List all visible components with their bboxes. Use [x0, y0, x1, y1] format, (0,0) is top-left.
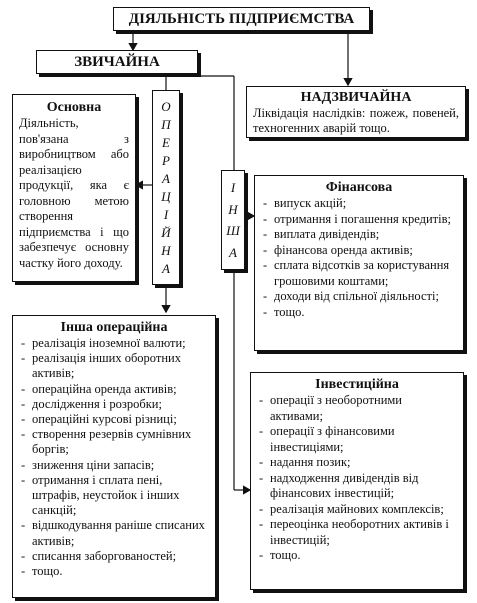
- main-activity-text: Діяльність, пов'язана з виробництвом або реалізацією продукції, яка є головною метою створення підприємства і що забезпечує основну частку його доходу.: [19, 116, 129, 270]
- other-letter: Ш: [226, 223, 240, 239]
- investment-list: [257, 393, 457, 564]
- main-activity-title: Основна: [46, 100, 102, 115]
- investment-box: [250, 372, 464, 590]
- list-item: - випуск акцій;: [261, 196, 457, 212]
- extraordinary-box: [246, 86, 466, 138]
- financial-title: Фінансова: [325, 180, 393, 195]
- list-item: - списання заборгованостей;: [19, 549, 209, 564]
- list-item: - надходження дивідендів від фінансових інвестицій;: [257, 471, 457, 502]
- ordinary-box: [36, 50, 198, 74]
- other-letter: Н: [228, 201, 238, 217]
- list-item: - переоцінка необоротних активів і інвестицій;: [257, 517, 457, 548]
- other-letter: А: [229, 244, 237, 260]
- list-item: - отримання і сплата пені, штрафів, неустойок і інших санкцій;: [19, 473, 209, 519]
- other-operating-title: Інша операційна: [60, 320, 168, 335]
- list-item: - отримання і погашення кредитів;: [261, 212, 457, 228]
- investment-title: Інвестиційна: [315, 377, 399, 392]
- operating-letter: Н: [161, 243, 171, 259]
- list-item: - реалізація майнових комплексів;: [257, 502, 457, 518]
- other-vertical-box: [221, 170, 245, 270]
- operating-letter: Е: [162, 134, 170, 150]
- list-item: - реалізація інших оборотних активів;: [19, 351, 209, 381]
- financial-list: [261, 196, 457, 320]
- operating-letter: Р: [162, 152, 170, 168]
- list-item: - доходи від спільної діяльності;: [261, 289, 457, 305]
- operating-letter: П: [161, 116, 171, 132]
- list-item: - зниження ціни запасів;: [19, 458, 209, 473]
- main-activity-box: [12, 94, 136, 282]
- list-item: - тощо.: [257, 548, 457, 564]
- list-item: - відшкодування раніше списаних активів;: [19, 518, 209, 548]
- main-title-box: [113, 7, 370, 31]
- list-item: - надання позик;: [257, 455, 457, 471]
- operating-letter: Й: [161, 225, 171, 241]
- list-item: - виплата дивідендів;: [261, 227, 457, 243]
- ordinary-label: ЗВИЧАЙНА: [74, 54, 160, 70]
- operating-vertical-box: [152, 90, 180, 285]
- operating-letter: О: [161, 98, 171, 114]
- operating-letter: А: [162, 170, 170, 186]
- list-item: - дослідження і розробки;: [19, 397, 209, 412]
- other-operating-list: [19, 336, 209, 579]
- main-title: ДІЯЛЬНІСТЬ ПІДПРИЄМСТВА: [128, 11, 355, 27]
- operating-letter: І: [163, 207, 169, 223]
- list-item: - фінансова оренда активів;: [261, 243, 457, 259]
- financial-box: [254, 175, 464, 351]
- list-item: - операції з необоротними активами;: [257, 393, 457, 424]
- list-item: - реалізація іноземної валюти;: [19, 336, 209, 351]
- other-letter: І: [230, 180, 236, 196]
- list-item: - операції з фінансовими інвестиціями;: [257, 424, 457, 455]
- extraordinary-text: Ліквідація наслідків: пожеж, повеней, техногенних аварій тощо.: [253, 106, 459, 135]
- extraordinary-title: НАДЗВИЧАЙНА: [300, 90, 412, 105]
- list-item: - тощо.: [261, 305, 457, 321]
- other-operating-box: [12, 315, 216, 598]
- list-item: - створення резервів сумнівних боргів;: [19, 427, 209, 457]
- operating-letter: А: [162, 261, 170, 277]
- list-item: - сплата відсотків за користування грошовими коштами;: [261, 258, 457, 289]
- list-item: - операційна оренда активів;: [19, 382, 209, 397]
- list-item: - операційні курсові різниці;: [19, 412, 209, 427]
- list-item: - тощо.: [19, 564, 209, 579]
- operating-letter: Ц: [161, 189, 171, 205]
